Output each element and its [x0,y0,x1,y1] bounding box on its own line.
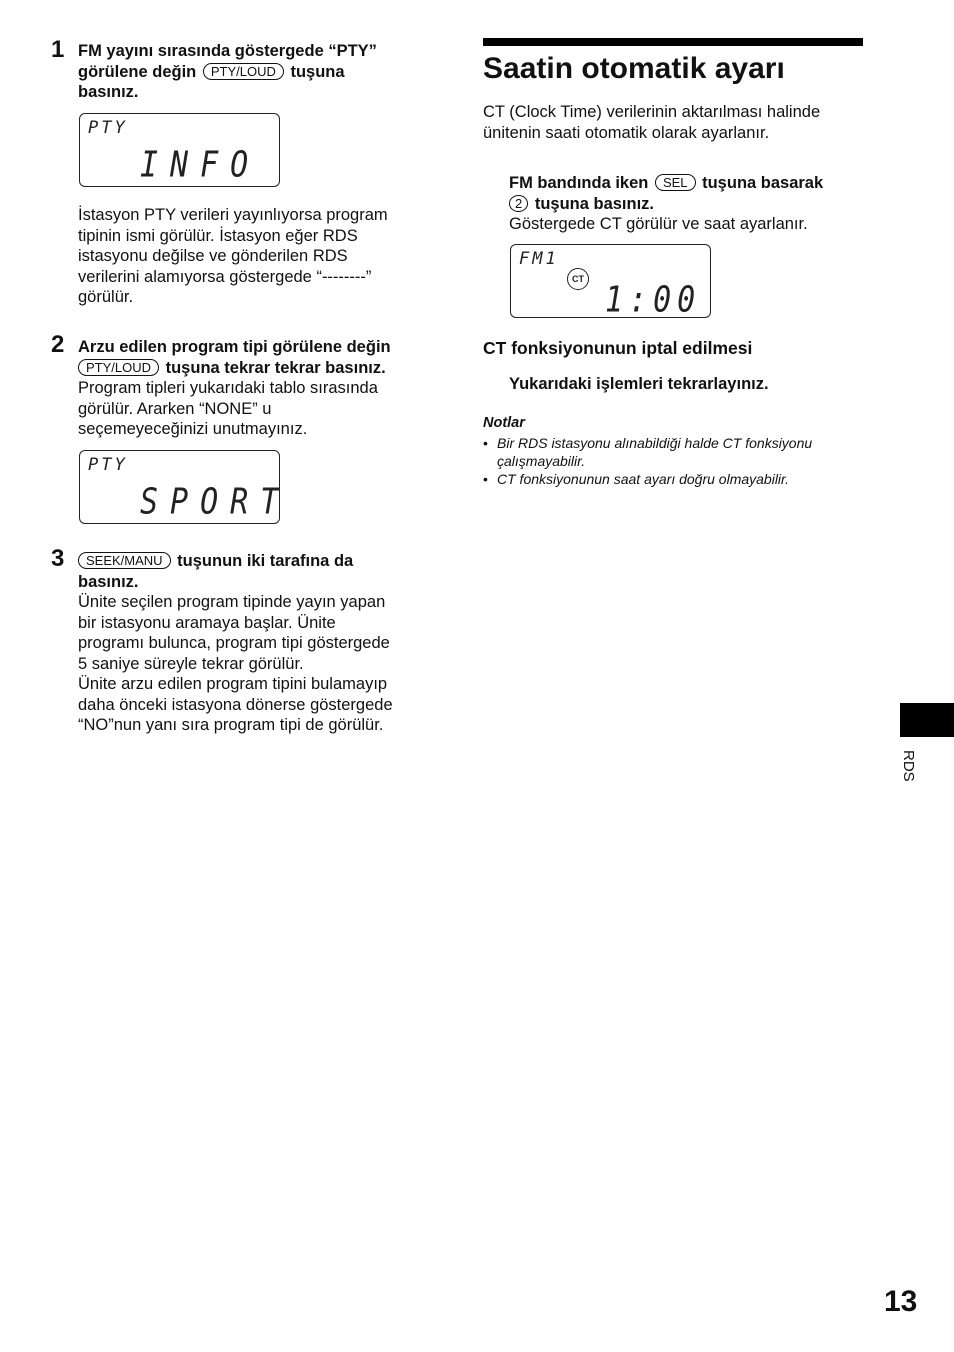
step3-desc-line: Ünite arzu edilen program tipini bulamayıp [78,675,388,693]
section-title-bar [483,38,863,46]
step2-instruction-line-1: Arzu edilen program tipi görülene değin [78,338,391,356]
cancel-heading: CT fonksiyonunun iptal edilmesi [483,338,753,358]
step3-desc-line: programı bulunca, program tipi göstergede [78,634,390,652]
section-intro [483,102,863,143]
step1-desc-line: görülür. [78,288,134,306]
step3-desc-line: Ünite seçilen program tipinde yayın yapan [78,593,386,611]
cancel-instruction: Yukarıdaki işlemleri tekrarlayınız. [509,375,769,393]
intro-line: ünitenin saati otomatik olarak ayarlanır. [483,123,770,142]
ct-instruction [509,173,869,235]
step2-instruction [78,337,438,440]
ct-instruction-line-1 [509,173,869,194]
notes-list [483,434,863,488]
step1-description [78,205,438,308]
ct-instruction-result: Göstergede CT görülür ve saat ayarlanır. [509,215,808,233]
step-number-3: 3 [51,545,65,572]
display-big-text: SPORT [140,481,291,523]
step3-desc-line: daha önceki istasyona dönerse göstergede [78,695,393,714]
step1-instruction [78,41,438,103]
number-2-key: 2 [509,195,528,212]
step3-desc-line: “NO”nun yanı sıra program tipi de görülür. [78,716,384,734]
display-small-text: PTY [88,118,128,138]
display-pty-sport [79,450,291,524]
ct-instruction-pre: FM bandında iken [509,174,649,192]
step3-instruction-line-1 [78,551,438,572]
step1-instruction-line-3: basınız. [78,83,139,101]
display-big-text: 1:00 [605,279,702,321]
note-item: • Bir RDS istasyonu alınabildiği halde CT fonksiyonu çalışmayabilir. [483,434,863,470]
display-small-text: PTY [88,455,128,475]
ct-icon [567,268,589,290]
step1-desc-line: İstasyon PTY verileri yayınlıyorsa program [78,206,388,224]
step3-instruction-post: tuşunun iki tarafına da [177,552,354,570]
display-small-text: FM1 [519,249,559,269]
sel-key: SEL [655,174,696,191]
step2-desc-line: Program tipleri yukarıdaki tablo sırasında [78,379,378,397]
ct-instruction-post-2: tuşuna basınız. [534,194,655,213]
step1-instruction-post: tuşuna [290,62,345,81]
note-item: • CT fonksiyonunun saat ayarı doğru olmayabilir. [483,470,863,488]
step1-instruction-line-2 [78,62,438,83]
step-number-2: 2 [51,331,65,358]
pty-loud-key: PTY/LOUD [203,63,284,80]
step3-desc-line: bir istasyonu aramaya başlar. Ünite [78,613,336,632]
step1-desc-line: tipinin ismi görülür. İstasyon eğer RDS [78,226,358,245]
ct-instruction-post: tuşuna basarak [702,174,824,192]
display-fm1-clock [510,244,711,321]
display-big-text: INFO [140,144,261,186]
step1-desc-line: verilerini alamıyorsa göstergede “--------” [78,267,372,286]
pty-loud-key: PTY/LOUD [78,359,159,376]
seek-manu-key: SEEK/MANU [78,552,171,569]
step1-instruction-line-1: FM yayını sırasında göstergede “PTY” [78,42,377,60]
section-tab [900,703,954,737]
ct-badge-text: CT [567,268,589,290]
display-pty-info [79,113,280,187]
step1-desc-line: istasyonu değilse ve gönderilen RDS [78,247,348,265]
step3-instruction [78,551,438,736]
step-number-1: 1 [51,36,65,63]
step2-instruction-post: tuşuna tekrar tekrar basınız. [165,358,386,377]
side-label-rds: RDS [900,750,917,782]
step1-instruction-pre: görülene değin [78,62,197,81]
step2-desc-line: görülür. Ararken “NONE” u [78,399,272,418]
intro-line: CT (Clock Time) verilerinin aktarılması halinde [483,103,821,121]
step2-desc-line: seçemeyeceğinizi unutmayınız. [78,420,308,438]
page-number: 13 [884,1285,918,1318]
section-title: Saatin otomatik ayarı [483,52,785,85]
step3-desc-line: 5 saniye süreyle tekrar görülür. [78,654,304,673]
step3-instruction-line-2: basınız. [78,572,139,591]
ct-instruction-line-2 [509,194,869,215]
notes-title: Notlar [483,415,525,431]
step2-instruction-line-2 [78,358,438,379]
